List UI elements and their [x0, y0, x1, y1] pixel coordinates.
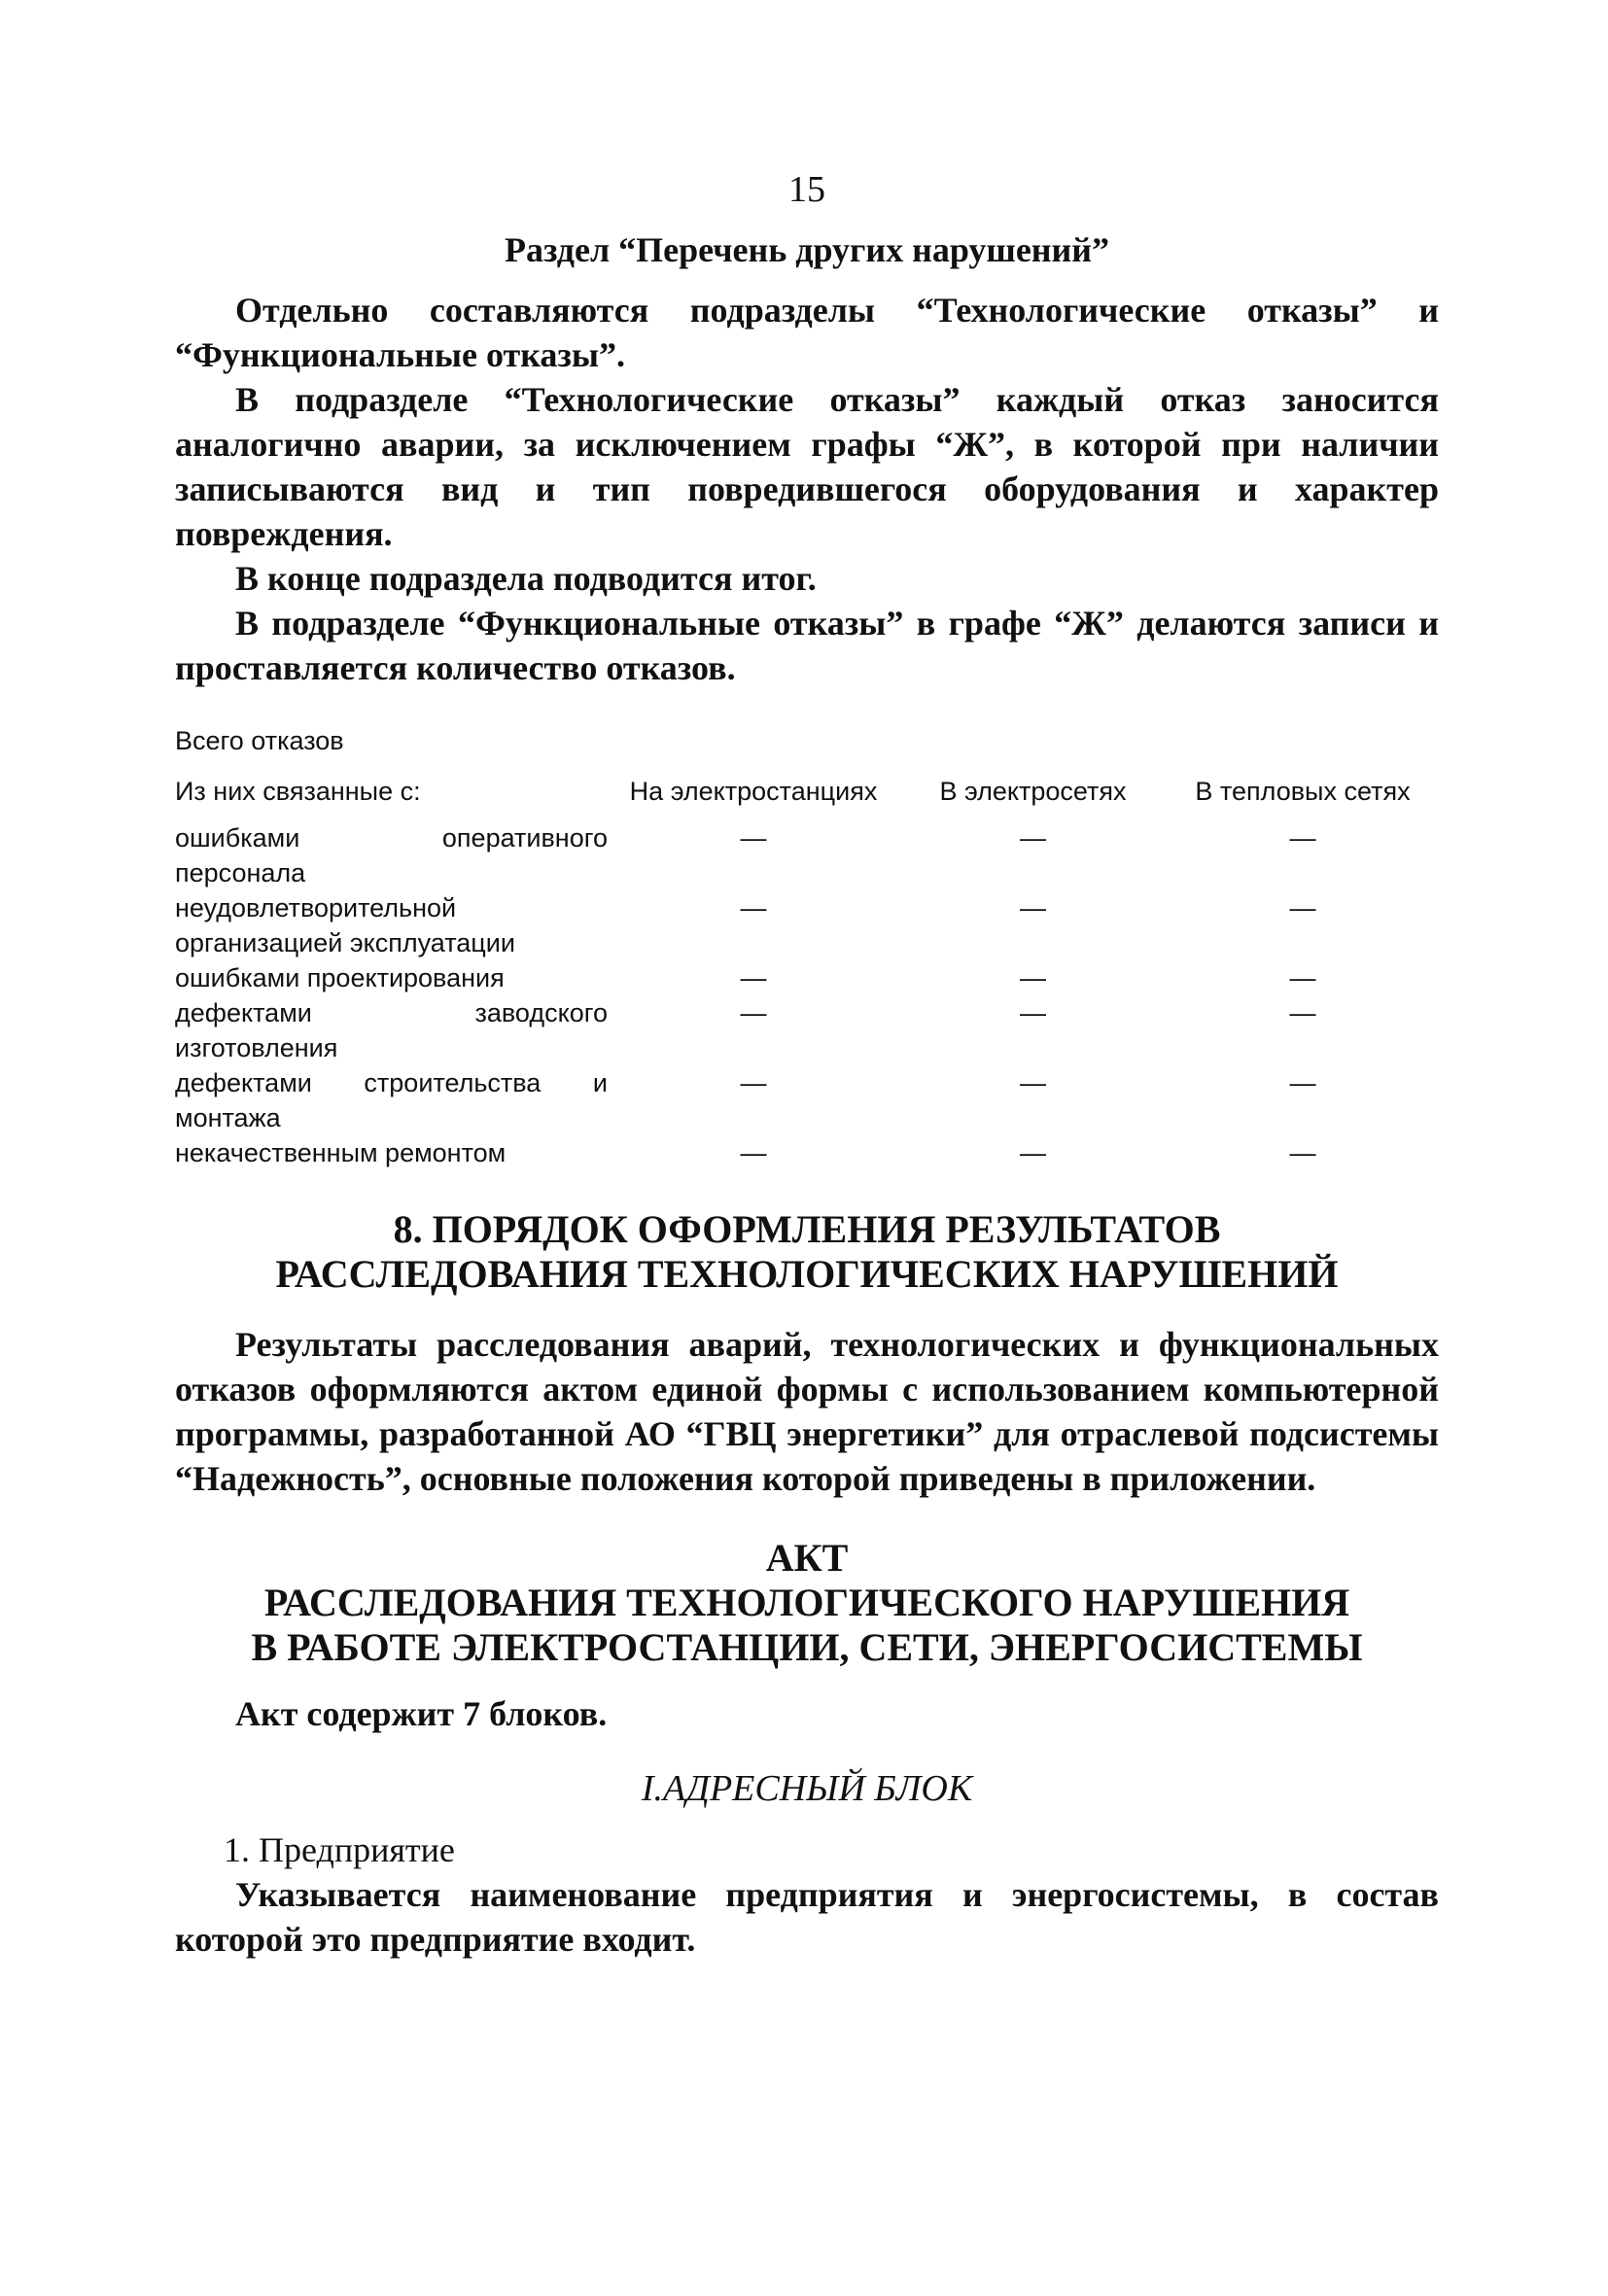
cell-power-plants: — — [740, 1068, 767, 1097]
paragraph-technological-failures: В подразделе “Технологические отказы” каждый отказ заносится аналогично аварии, за исключением графы “Ж”, в которой при наличии записываются вид и тип повредившегося оборудования и характер повреждения. — [175, 380, 1439, 553]
cell-electric-networks: — — [1020, 998, 1046, 1027]
cell-power-plants: — — [740, 823, 767, 852]
cell-electric-networks: — — [1020, 823, 1046, 852]
paragraph-subtotal: В конце подраздела подводится итог. — [235, 559, 817, 598]
section-8-heading-line-1: 8. ПОРЯДОК ОФОРМЛЕНИЯ РЕЗУЛЬТАТОВ — [393, 1207, 1221, 1251]
table-row — [175, 890, 1439, 960]
header-power-plants: На электростанциях — [629, 777, 878, 806]
act-title-line-2: РАССЛЕДОВАНИЯ ТЕХНОЛОГИЧЕСКОГО НАРУШЕНИЯ — [263, 1581, 1350, 1624]
act-title — [175, 1536, 1439, 1670]
cell-heat-networks: — — [1289, 1138, 1316, 1167]
table-header-row — [175, 774, 1439, 820]
address-block-title: I.АДРЕСНЫЙ БЛОК — [641, 1768, 973, 1809]
row-label: ошибками оперативного персонала — [175, 823, 608, 887]
failure-statistics — [175, 721, 1439, 1170]
paragraph-enterprise: Указывается наименование предприятия и энергосистемы, в состав которой это предприятие входит. — [175, 1875, 1439, 1959]
row-label: некачественным ремонтом — [175, 1138, 507, 1167]
cell-electric-networks: — — [1020, 963, 1046, 992]
failure-causes-table — [175, 774, 1439, 1170]
row-label: дефектами заводского изготовления — [175, 998, 608, 1062]
cell-heat-networks: — — [1289, 893, 1316, 922]
paragraph-results-registration: Результаты расследования аварий, технологических и функциональных отказов оформляются актом единой формы с использованием компьютерной программы, разработанной АО “ГВЦ энергетики” для отраслевой подсистемы “Надежность”, основные положения которой приведены в приложении. — [175, 1325, 1439, 1498]
section-8-heading-line-2: РАССЛЕДОВАНИЯ ТЕХНОЛОГИЧЕСКИХ НАРУШЕНИЙ — [275, 1252, 1339, 1296]
document-page — [175, 165, 1439, 1962]
table-row — [175, 1065, 1439, 1135]
cell-heat-networks: — — [1289, 1068, 1316, 1097]
table-row — [175, 1135, 1439, 1170]
cell-heat-networks: — — [1289, 823, 1316, 852]
section-title: Раздел “Перечень других нарушений” — [504, 230, 1110, 269]
table-row — [175, 820, 1439, 890]
header-related-to: Из них связанные с: — [175, 777, 421, 806]
paragraph-act-blocks: Акт содержит 7 блоков. — [235, 1694, 608, 1733]
cell-power-plants: — — [740, 963, 767, 992]
act-title-line-3: В РАБОТЕ ЭЛЕКТРОСТАНЦИИ, СЕТИ, ЭНЕРГОСИСТЕМЫ — [251, 1625, 1363, 1669]
row-label: неудовлетворительной организацией эксплуатации — [175, 893, 515, 957]
item-enterprise-title: 1. Предприятие — [224, 1830, 455, 1869]
cell-electric-networks: — — [1020, 893, 1046, 922]
cell-electric-networks: — — [1020, 1068, 1046, 1097]
cell-electric-networks: — — [1020, 1138, 1046, 1167]
row-label: дефектами строительства и монтажа — [175, 1068, 608, 1132]
table-row — [175, 995, 1439, 1065]
cell-power-plants: — — [740, 998, 767, 1027]
paragraph-functional-failures: В подразделе “Функциональные отказы” в графе “Ж” делаются записи и проставляется количество отказов. — [175, 604, 1439, 687]
act-title-line-1: АКТ — [765, 1536, 849, 1580]
cell-power-plants: — — [740, 1138, 767, 1167]
table-row — [175, 960, 1439, 995]
paragraph-subsections: Отдельно составляются подразделы “Технологические отказы” и “Функциональные отказы”. — [175, 291, 1439, 374]
section-8-heading — [175, 1207, 1439, 1297]
total-failures-label: Всего отказов — [175, 726, 344, 755]
row-label: ошибками проектирования — [175, 963, 505, 992]
page-number: 15 — [788, 169, 825, 210]
cell-power-plants: — — [740, 893, 767, 922]
header-heat-networks: В тепловых сетях — [1195, 777, 1411, 806]
cell-heat-networks: — — [1289, 963, 1316, 992]
header-electric-networks: В электросетях — [939, 777, 1127, 806]
cell-heat-networks: — — [1289, 998, 1316, 1027]
